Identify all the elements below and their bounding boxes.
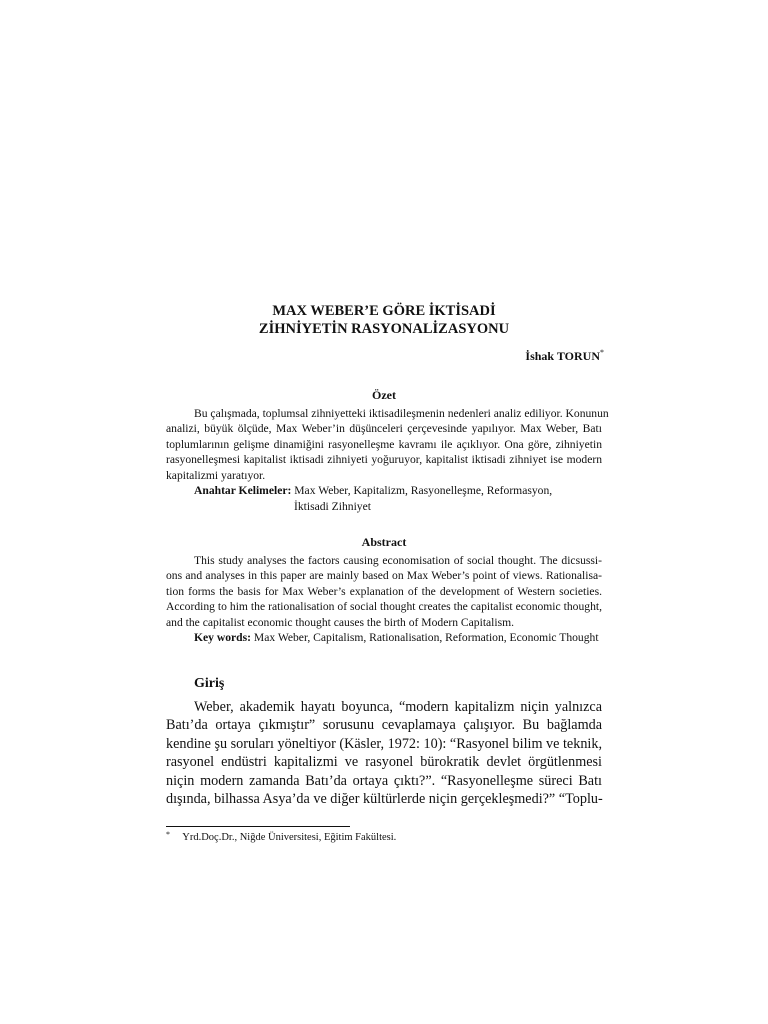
author-footnote-marker: * [600, 348, 604, 357]
footnote-text: Yrd.Doç.Dr., Niğde Üniversitesi, Eğitim Fakültesi. [182, 832, 397, 843]
ozet-keywords-value: Max Weber, Kapitalizm, Rasyonelleşme, Reformasyon, [294, 484, 553, 497]
body-line: Weber, akademik hayatı boyunca, “modern kapitalizm niçin yalnızca [194, 699, 602, 715]
ozet-heading: Özet [372, 388, 396, 402]
abstract-keywords [194, 630, 599, 645]
abstract-line: This study analyses the factors causing economisation of social thought. The dicsussi- [194, 554, 602, 567]
abstract-heading: Abstract [361, 535, 407, 549]
abstract-line: According to him the rationalisation of social thought creates the capitalist economic thought, [166, 600, 602, 614]
body-line: Batı’da ortaya çıkmıştır” sorusunu cevaplamaya çalışıyor. Bu bağlamda [166, 717, 602, 734]
abstract-line: ons and analyses in this paper are mainly based on Max Weber’s point of views. Rationalisa- [166, 569, 602, 583]
section-heading-giris: Giriş [194, 676, 225, 691]
body-line: niçin modern zamanda Batı’da ortaya çıktı?”. “Rasyonelleşme süreci Batı [166, 772, 602, 789]
body-line: rasyonel endüstri kapitalizmi ve rasyonel bürokratik devlet örgütlenmesi [166, 754, 602, 771]
body-line: dışında, bilhassa Asya’da ve diğer kültürlerde niçin gerçekleşmedi?” “Toplu- [166, 791, 603, 808]
abstract-paragraph [166, 553, 602, 630]
ozet-line: kapitalizmi yaratıyor. [166, 468, 266, 482]
ozet-keywords [194, 483, 552, 498]
ozet-line: analizi, büyük ölçüde, Max Weber’in düşünceleri çerçevesinde yapılıyor. Max Weber, Batı [166, 422, 602, 436]
abstract-keywords-label: Key words: [194, 631, 251, 644]
body-line: kendine şu soruları yöneltiyor (Käsler, 1972: 10): “Rasyonel bilim ve teknik, [166, 735, 603, 752]
paper-title [166, 302, 602, 338]
author [525, 348, 604, 364]
ozet-line: rasyonelleşmesi kapitalist iktisadi zihniyeti yoğuruyor, kapitalist iktisadi zihniyet ise modern [166, 453, 602, 467]
title-line-2: ZİHNİYETİN RASYONALİZASYONU [258, 321, 510, 337]
footnote [166, 832, 396, 843]
ozet-keywords-continued: İktisadi Zihniyet [294, 500, 371, 513]
author-name: İshak TORUN [525, 349, 600, 363]
abstract-keywords-value: Max Weber, Capitalism, Rationalisation, Reformation, Economic Thought [253, 631, 599, 644]
title-line-1: MAX WEBER’E GÖRE İKTİSADİ [272, 303, 496, 319]
ozet-keywords-label: Anahtar Kelimeler: [194, 484, 292, 497]
footnote-separator [166, 826, 350, 827]
ozet-line: toplumlarının gelişme dinamiğini rasyonelleşme kavramı ile açıklıyor. Ona göre, zihniyetin [166, 437, 602, 451]
ozet-line: Bu çalışmada, toplumsal zihniyetteki iktisadileşmenin nedenleri analiz ediliyor. Konunun [194, 407, 609, 420]
ozet-paragraph [166, 406, 609, 483]
abstract-line: tion forms the basis for Max Weber’s explanation of the development of Western societies. [166, 584, 602, 598]
body-paragraph [166, 698, 602, 808]
abstract-line: and the capitalist economic thought causes the birth of Modern Capitalism. [166, 615, 515, 629]
footnote-marker: * [166, 830, 170, 839]
